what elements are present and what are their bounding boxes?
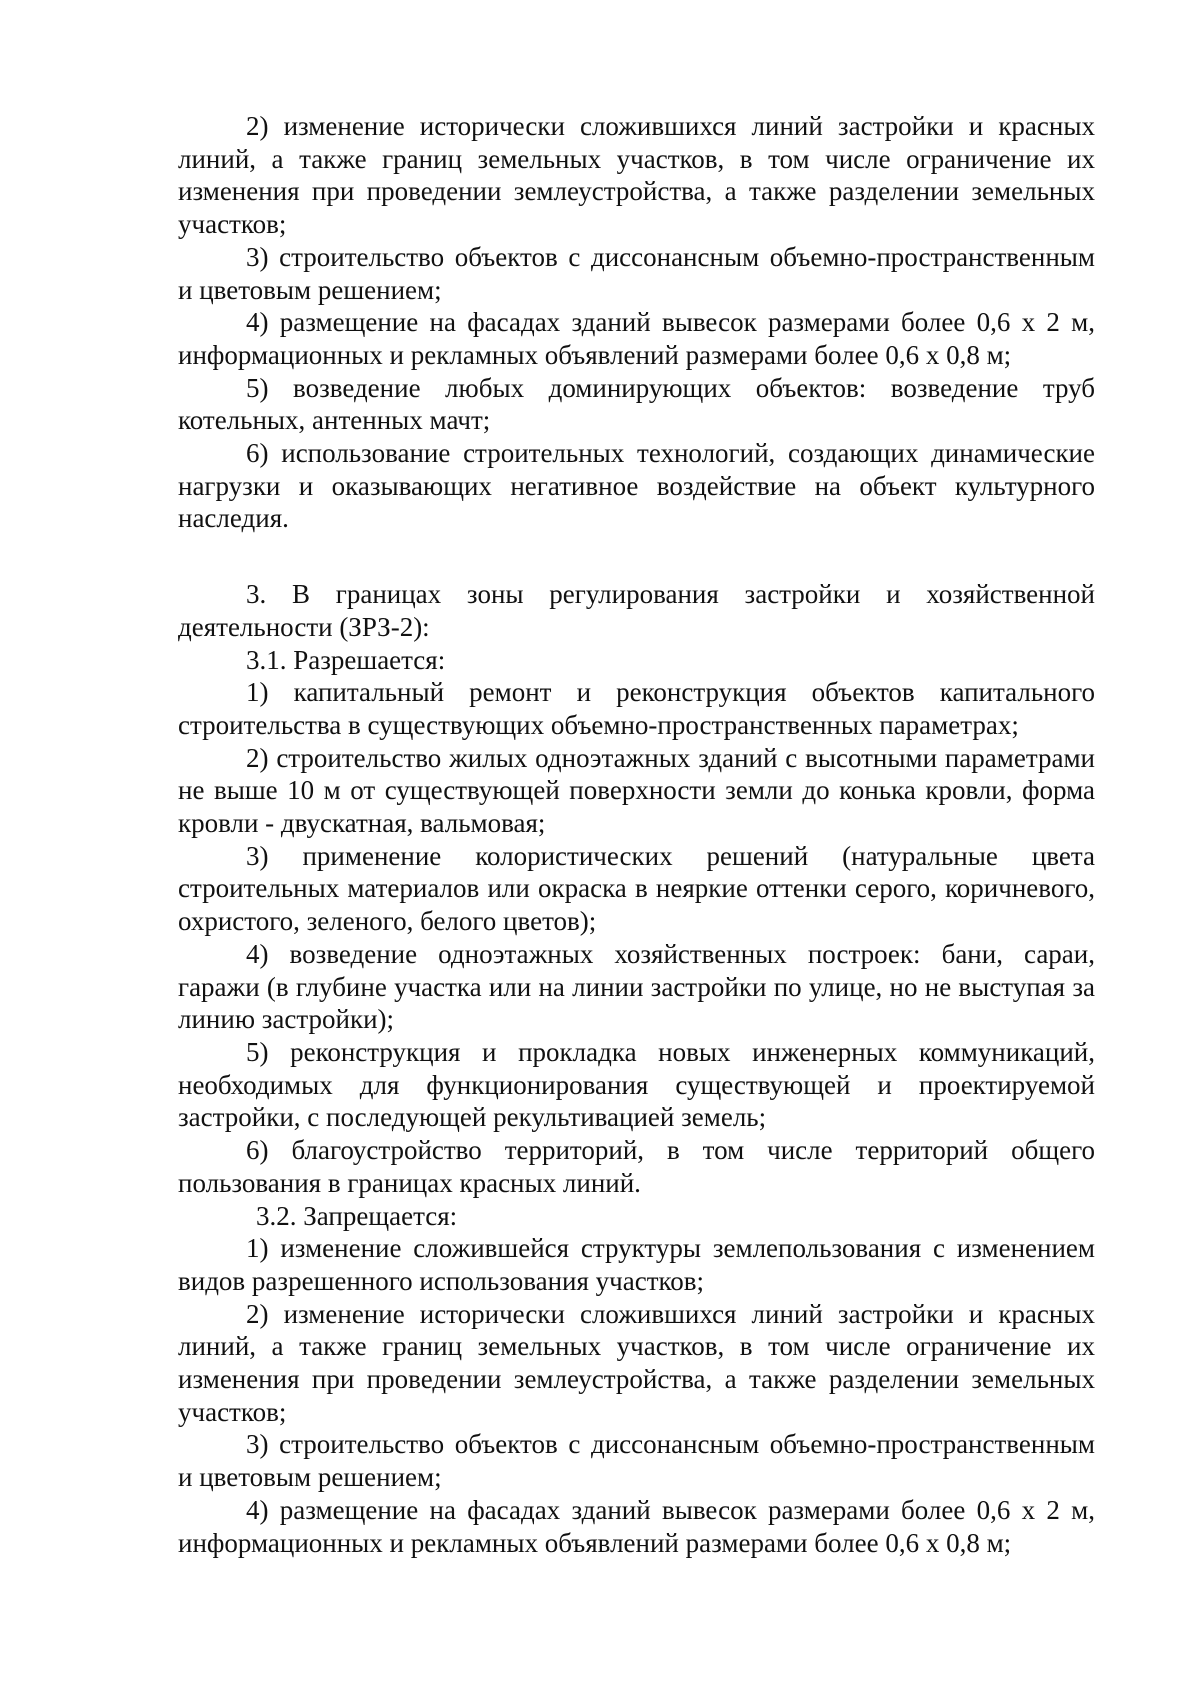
section-3-heading: 3. В границах зоны регулирования застройки и хозяйственной деятельности (ЗРЗ-2):: [178, 579, 1095, 642]
allowed-item-4: 4) возведение одноэтажных хозяйственных построек: бани, сараи, гаражи (в глубине участка или на линии застройки по улице, но не выступая за линию застройки);: [178, 938, 1095, 1035]
section-3-1-label: 3.1. Разрешается:: [246, 644, 446, 675]
top-item-2: 2) изменение исторически сложившихся линий застройки и красных линий, а также границ земельных участков, в том числе ограничение их изменения при проведении землеустройства, а также разделении земельных участков;: [178, 111, 1095, 240]
forbidden-item-2: 2) изменение исторически сложившихся линий застройки и красных линий, а также границ земельных участков, в том числе ограничение их изменения при проведении землеустройства, а также разделении земельных участков;: [178, 1298, 1095, 1427]
top-item-4: 4) размещение на фасадах зданий вывесок размерами более 0,6 х 2 м, информационных и рекламных объявлений размерами более 0,6 х 0,8 м;: [178, 307, 1095, 370]
allowed-item-5: 5) реконструкция и прокладка новых инженерных коммуникаций, необходимых для функционирования существующей и проектируемой застройки, с последующей рекультивацией земель;: [178, 1036, 1095, 1133]
forbidden-item-1: 1) изменение сложившейся структуры землепользования с изменением видов разрешенного использования участков;: [178, 1233, 1095, 1296]
allowed-item-1: 1) капитальный ремонт и реконструкция объектов капитального строительства в существующих объемно-пространственных параметрах;: [178, 677, 1095, 740]
allowed-item-6: 6) благоустройство территорий, в том числе территорий общего пользования в границах красных линий.: [178, 1135, 1095, 1198]
forbidden-item-4: 4) размещение на фасадах зданий вывесок размерами более 0,6 х 2 м, информационных и рекламных объявлений размерами более 0,6 х 0,8 м;: [178, 1494, 1095, 1558]
allowed-item-2: 2) строительство жилых одноэтажных зданий с высотными параметрами не выше 10 м от существующей поверхности земли до конька кровли, форма кровли - двускатная, вальмовая;: [178, 742, 1095, 839]
top-item-5: 5) возведение любых доминирующих объектов: возведение труб котельных, антенных мачт;: [178, 372, 1095, 436]
allowed-item-3: 3) применение колористических решений (натуральные цвета строительных материалов или окраска в неяркие оттенки серого, коричневого, охристого, зеленого, белого цветов);: [178, 840, 1095, 937]
forbidden-item-3: 3) строительство объектов с диссонансным объемно-пространственным и цветовым решением;: [178, 1429, 1095, 1493]
top-item-6: 6) использование строительных технологий, создающих динамические нагрузки и оказывающих негативное воздействие на объект культурного наследия.: [178, 438, 1095, 534]
top-item-3: 3) строительство объектов с диссонансным объемно-пространственным и цветовым решением;: [178, 241, 1095, 305]
section-3-2-label: 3.2. Запрещается:: [256, 1200, 458, 1231]
